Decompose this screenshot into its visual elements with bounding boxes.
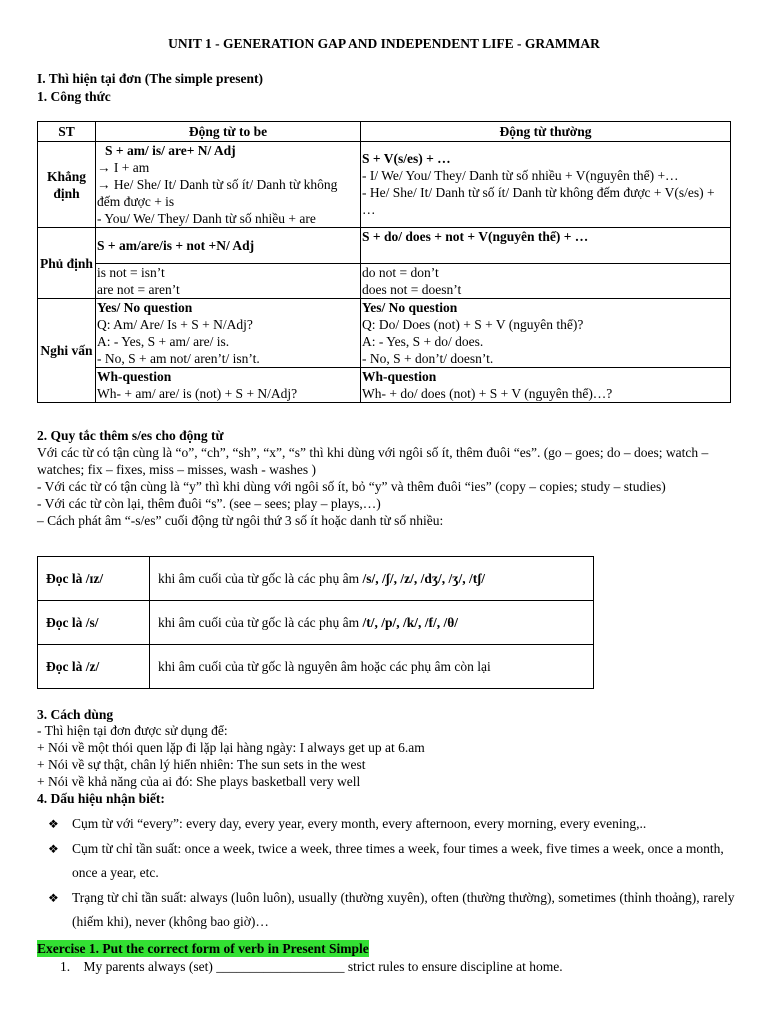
question-yn-row: [38, 299, 731, 368]
question-label: Nghi vấn: [38, 299, 96, 403]
pron-desc-text: khi âm cuối của từ gốc là các phụ âm: [158, 571, 363, 586]
negative-be-short: [96, 264, 361, 299]
affirmative-be-cell: [96, 142, 361, 228]
list-item: [48, 812, 748, 836]
question-verb-wh: [361, 368, 731, 403]
section-3-heading: 3. Cách dùng: [37, 707, 114, 722]
section-1-subheading: 1. Công thức: [37, 89, 111, 104]
pron-desc: [150, 601, 594, 645]
section-4-heading: 4. Dấu hiệu nhận biết:: [37, 791, 165, 806]
rule-line: - Với các từ còn lại, thêm đuôi “s”. (see – sees; play – plays,…): [37, 496, 381, 511]
yn-title: Yes/ No question: [362, 300, 458, 315]
list-item-text: Cụm từ chỉ tần suất: once a week, twice a week, three times a week, four times a week, five times a week, once a month, once a year, etc.: [72, 841, 724, 880]
affirmative-label: Khẳng định: [38, 142, 96, 228]
signal-list: [48, 812, 748, 935]
short-form: are not = aren’t: [97, 282, 180, 297]
section-3-body: [37, 722, 737, 790]
header-st: ST: [38, 122, 96, 142]
pronunciation-table: [37, 556, 594, 689]
pron-sounds: /t/, /p/, /k/, /f/, /θ/: [362, 615, 459, 630]
exercise-item-number: 1.: [60, 959, 71, 974]
affirmative-verb-cell: [361, 142, 731, 228]
header-regular-verb: Động từ thường: [361, 122, 731, 142]
negative-verb-formula: S + do/ does + not + V(nguyên thể) + …: [361, 228, 731, 264]
affirmative-row: [38, 142, 731, 228]
yn-line: A: - Yes, S + am/ are/ is.: [97, 334, 230, 349]
affirmative-be-formula: S + am/ is/ are+ N/ Adj: [105, 143, 236, 158]
table-header-row: [38, 122, 731, 142]
yn-line: - No, S + don’t/ doesn’t.: [362, 351, 494, 366]
pron-desc-text: khi âm cuối của từ gốc là các phụ âm: [158, 615, 363, 630]
negative-short-row: [38, 264, 731, 299]
pron-desc-text: khi âm cuối của từ gốc là nguyên âm hoặc các phụ âm còn lại: [158, 659, 491, 674]
pron-row: [38, 557, 594, 601]
usage-line: + Nói về khả năng của ai đó: She plays basketball very well: [37, 774, 361, 789]
negative-label: Phủ định: [38, 228, 96, 299]
wh-line: Wh- + am/ are/ is (not) + S + N/Adj?: [97, 386, 298, 401]
section-2-body: [37, 444, 737, 529]
usage-line: + Nói về một thói quen lặp đi lặp lại hàng ngày: I always get up at 6.am: [37, 740, 425, 755]
exercise-item: [60, 958, 563, 975]
negative-formula-row: [38, 228, 731, 264]
list-item: [48, 886, 748, 934]
pron-label: Đọc là /z/: [38, 645, 150, 689]
yn-line: Q: Do/ Does (not) + S + V (nguyên thể)?: [362, 317, 584, 332]
affirmative-be-line: → I + am: [97, 160, 150, 175]
list-item-text: Trạng từ chỉ tần suất: always (luôn luôn), usually (thường xuyên), often (thường thường), sometimes (thỉnh thoảng), rarely (hiếm khi), never (không bao giờ)…: [72, 890, 735, 929]
affirmative-verb-line: - I/ We/ You/ They/ Danh từ số nhiều + V(nguyên thể) +…: [362, 168, 679, 183]
affirmative-be-line: → He/ She/ It/ Danh từ số ít/ Danh từ không đếm được + is: [97, 177, 338, 209]
exercise-item-text: My parents always (set) ___________________ strict rules to ensure discipline at home.: [83, 959, 563, 974]
section-2-heading: 2. Quy tắc thêm s/es cho động từ: [37, 428, 224, 443]
wh-title: Wh-question: [362, 369, 437, 384]
yn-title: Yes/ No question: [97, 300, 193, 315]
exercise-title: Exercise 1. Put the correct form of verb in Present Simple: [37, 941, 369, 956]
header-to-be: Động từ to be: [96, 122, 361, 142]
affirmative-be-line: - You/ We/ They/ Danh từ số nhiều + are: [97, 211, 316, 226]
yn-line: - No, S + am not/ aren’t/ isn’t.: [97, 351, 260, 366]
usage-line: + Nói về sự thật, chân lý hiển nhiên: The sun sets in the west: [37, 757, 366, 772]
diamond-bullet-icon: ❖: [48, 842, 59, 856]
short-form: does not = doesn’t: [362, 282, 462, 297]
affirmative-verb-formula: S + V(s/es) + …: [362, 151, 451, 166]
formula-table: [37, 121, 731, 403]
page-title: UNIT 1 - GENERATION GAP AND INDEPENDENT LIFE - GRAMMAR: [168, 36, 600, 51]
negative-be-formula: S + am/are/is + not +N/ Adj: [96, 228, 361, 264]
wh-title: Wh-question: [97, 369, 172, 384]
pron-row: [38, 645, 594, 689]
short-form: do not = don’t: [362, 265, 439, 280]
diamond-bullet-icon: ❖: [48, 817, 59, 831]
list-item-text: Cụm từ với “every”: every day, every year, every month, every afternoon, every morning, every evening,..: [72, 816, 647, 831]
pron-desc: [150, 557, 594, 601]
pron-desc: [150, 645, 594, 689]
pron-label: Đọc là /s/: [38, 601, 150, 645]
pron-row: [38, 601, 594, 645]
affirmative-verb-line: - He/ She/ It/ Danh từ số ít/ Danh từ không đếm được + V(s/es) + …: [362, 185, 715, 217]
pron-sounds: /s/, /ʃ/, /z/, /dʒ/, /ʒ/, /tʃ/: [362, 571, 486, 586]
yn-line: Q: Am/ Are/ Is + S + N/Adj?: [97, 317, 253, 332]
rule-line: - Với các từ có tận cùng là “y” thì khi dùng với ngôi số ít, bỏ “y” và thêm đuôi “ies” (copy – copies; study – studies): [37, 479, 666, 494]
question-be-yn: [96, 299, 361, 368]
list-item: [48, 837, 748, 885]
rule-line: – Cách phát âm “-s/es” cuối động từ ngôi thứ 3 số ít hoặc danh từ số nhiều:: [37, 513, 444, 528]
question-wh-row: [38, 368, 731, 403]
negative-verb-short: [361, 264, 731, 299]
wh-line: Wh- + do/ does (not) + S + V (nguyên thể)…?: [362, 386, 613, 401]
pron-label: Đọc là /ɪz/: [38, 557, 150, 601]
diamond-bullet-icon: ❖: [48, 891, 59, 905]
question-verb-yn: [361, 299, 731, 368]
question-be-wh: [96, 368, 361, 403]
yn-line: A: - Yes, S + do/ does.: [362, 334, 484, 349]
rule-line: Với các từ có tận cùng là “o”, “ch”, “sh”, “x”, “s” thì khi dùng với ngôi số ít, thêm đuôi “es”. (go – goes; do – does; watch – watches; fix – fixes, miss – misses, wash - washes ): [37, 445, 709, 477]
section-1-heading: I. Thì hiện tại đơn (The simple present): [37, 71, 264, 86]
short-form: is not = isn’t: [97, 265, 165, 280]
usage-line: - Thì hiện tại đơn được sử dụng để:: [37, 723, 228, 738]
